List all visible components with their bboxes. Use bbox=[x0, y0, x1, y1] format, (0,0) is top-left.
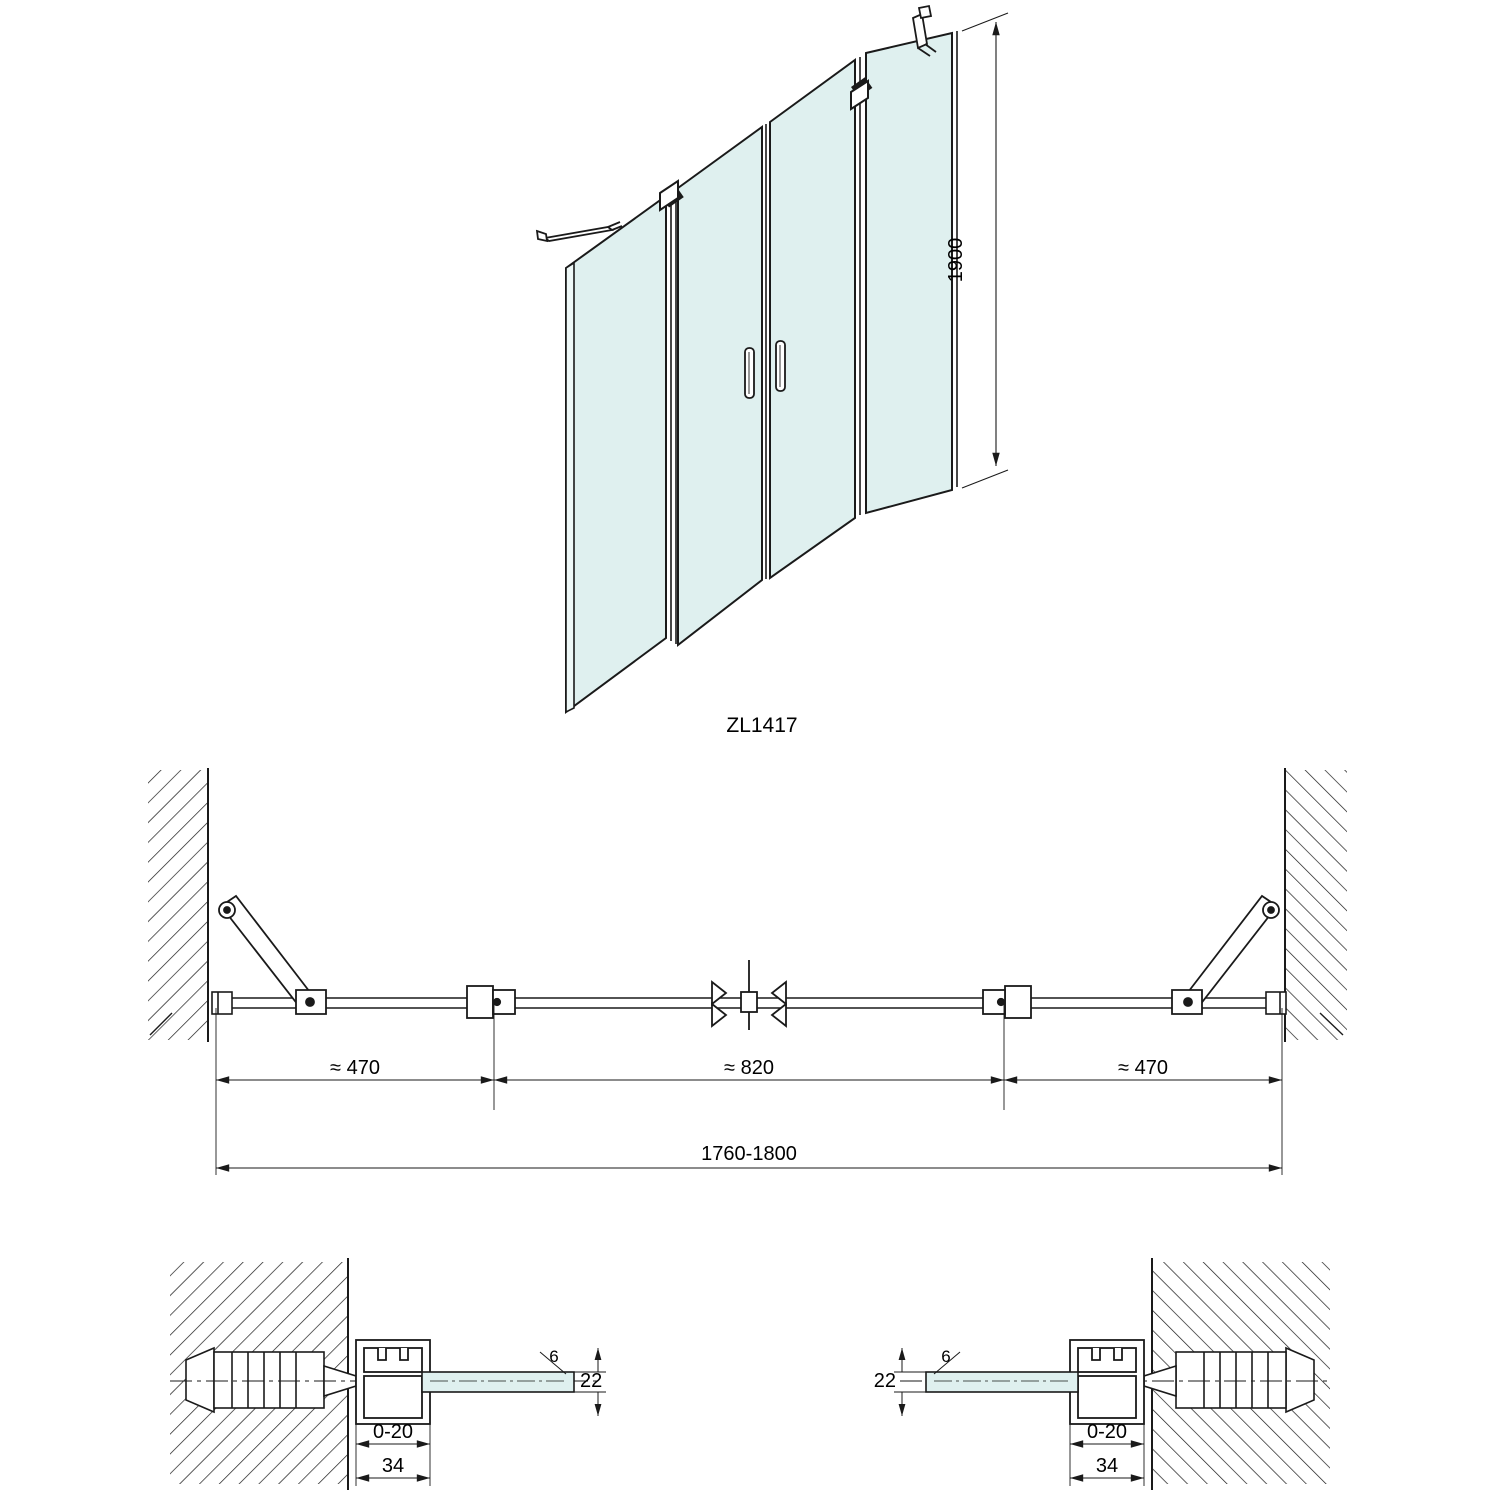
plan-wall-profile-left bbox=[212, 992, 232, 1014]
plan-dim-right-panel-label: ≈ 470 bbox=[1118, 1057, 1168, 1079]
glass-panel-right bbox=[866, 33, 952, 513]
plan-dim-left-panel bbox=[216, 1057, 494, 1080]
height-dimension bbox=[945, 13, 1008, 488]
plan-wall-profile-right bbox=[1266, 992, 1286, 1014]
glass-panel-left bbox=[566, 196, 666, 712]
plan-dim-total bbox=[216, 1143, 1282, 1168]
detail-left-height-label: 22 bbox=[580, 1370, 603, 1392]
wall-profile-detail-left bbox=[170, 1258, 606, 1490]
wall-right bbox=[1285, 768, 1347, 1042]
detail-right-height-label: 22 bbox=[873, 1370, 896, 1392]
detail-left-width-label: 34 bbox=[381, 1455, 405, 1477]
plan-center-seal bbox=[712, 960, 786, 1030]
detail-left-thickness-label: 6 bbox=[549, 1347, 559, 1366]
plan-dim-total-label: 1760-1800 bbox=[701, 1143, 797, 1165]
plan-dim-center bbox=[494, 1057, 1004, 1080]
door-handle-left[interactable] bbox=[745, 348, 754, 398]
profile-section-right bbox=[1070, 1340, 1144, 1424]
wall-left bbox=[148, 768, 208, 1042]
plan-stabiliser-right bbox=[1172, 896, 1279, 1014]
plan-dim-left-panel-label: ≈ 470 bbox=[330, 1057, 380, 1079]
door-handle-right[interactable] bbox=[776, 341, 785, 391]
detail-left-dim-width bbox=[356, 1452, 430, 1486]
glass-door-right bbox=[770, 60, 855, 578]
detail-left-adjust-label: 0-20 bbox=[372, 1421, 414, 1443]
height-dimension-label: 1900 bbox=[945, 237, 967, 283]
front-perspective-view bbox=[537, 6, 1008, 737]
plan-stabiliser-left bbox=[219, 896, 326, 1014]
detail-right-dim-width bbox=[1070, 1452, 1144, 1486]
glass-panel-left-edge bbox=[566, 263, 574, 712]
top-plan-view bbox=[148, 768, 1347, 1175]
detail-left-dim-adjust bbox=[356, 1421, 430, 1452]
detail-right-thickness-label: 6 bbox=[941, 1347, 951, 1366]
plan-hinge-left bbox=[467, 986, 515, 1018]
profile-section-left bbox=[356, 1340, 430, 1424]
plan-dim-center-label: ≈ 820 bbox=[724, 1057, 774, 1079]
detail-left-dim-height bbox=[574, 1348, 606, 1416]
plan-dim-right-panel bbox=[1004, 1057, 1282, 1080]
detail-right-dim-height bbox=[874, 1348, 926, 1416]
wall-profile-detail-right bbox=[874, 1258, 1330, 1490]
detail-right-dim-adjust bbox=[1070, 1421, 1144, 1452]
model-label: ZL1417 bbox=[726, 714, 798, 737]
plan-hinge-right bbox=[983, 986, 1031, 1018]
detail-right-width-label: 34 bbox=[1095, 1455, 1119, 1477]
detail-right-adjust-label: 0-20 bbox=[1086, 1421, 1128, 1443]
